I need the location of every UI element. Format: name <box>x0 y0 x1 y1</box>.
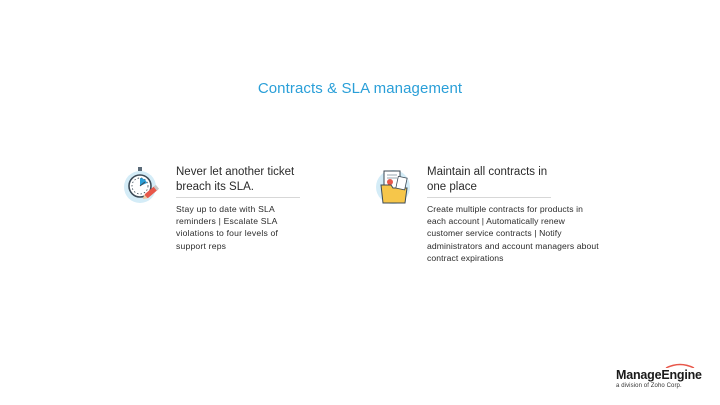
manageengine-logo <box>616 368 702 389</box>
feature-heading: Maintain all contracts in one place <box>427 166 548 193</box>
divider <box>176 197 300 198</box>
folder-documents-icon <box>371 165 415 209</box>
logo-text: ManageEngine <box>616 368 702 382</box>
divider <box>427 197 551 198</box>
feature-body: Stay up to date with SLA reminders | Escalate SLA violations to four levels of support reps <box>176 204 279 251</box>
feature-body: Create multiple contracts for products in each account | Automatically renew customer service contracts | Notify administrators and account managers about contract expirations <box>427 204 599 263</box>
logo-name <box>616 368 702 382</box>
feature-heading: Never let another ticket breach its SLA. <box>176 166 295 193</box>
logo-tagline: a division of Zoho Corp. <box>616 383 682 389</box>
slide-title: Contracts & SLA management <box>257 80 463 97</box>
stopwatch-icon <box>120 165 164 209</box>
logo-arc-icon <box>665 363 695 368</box>
